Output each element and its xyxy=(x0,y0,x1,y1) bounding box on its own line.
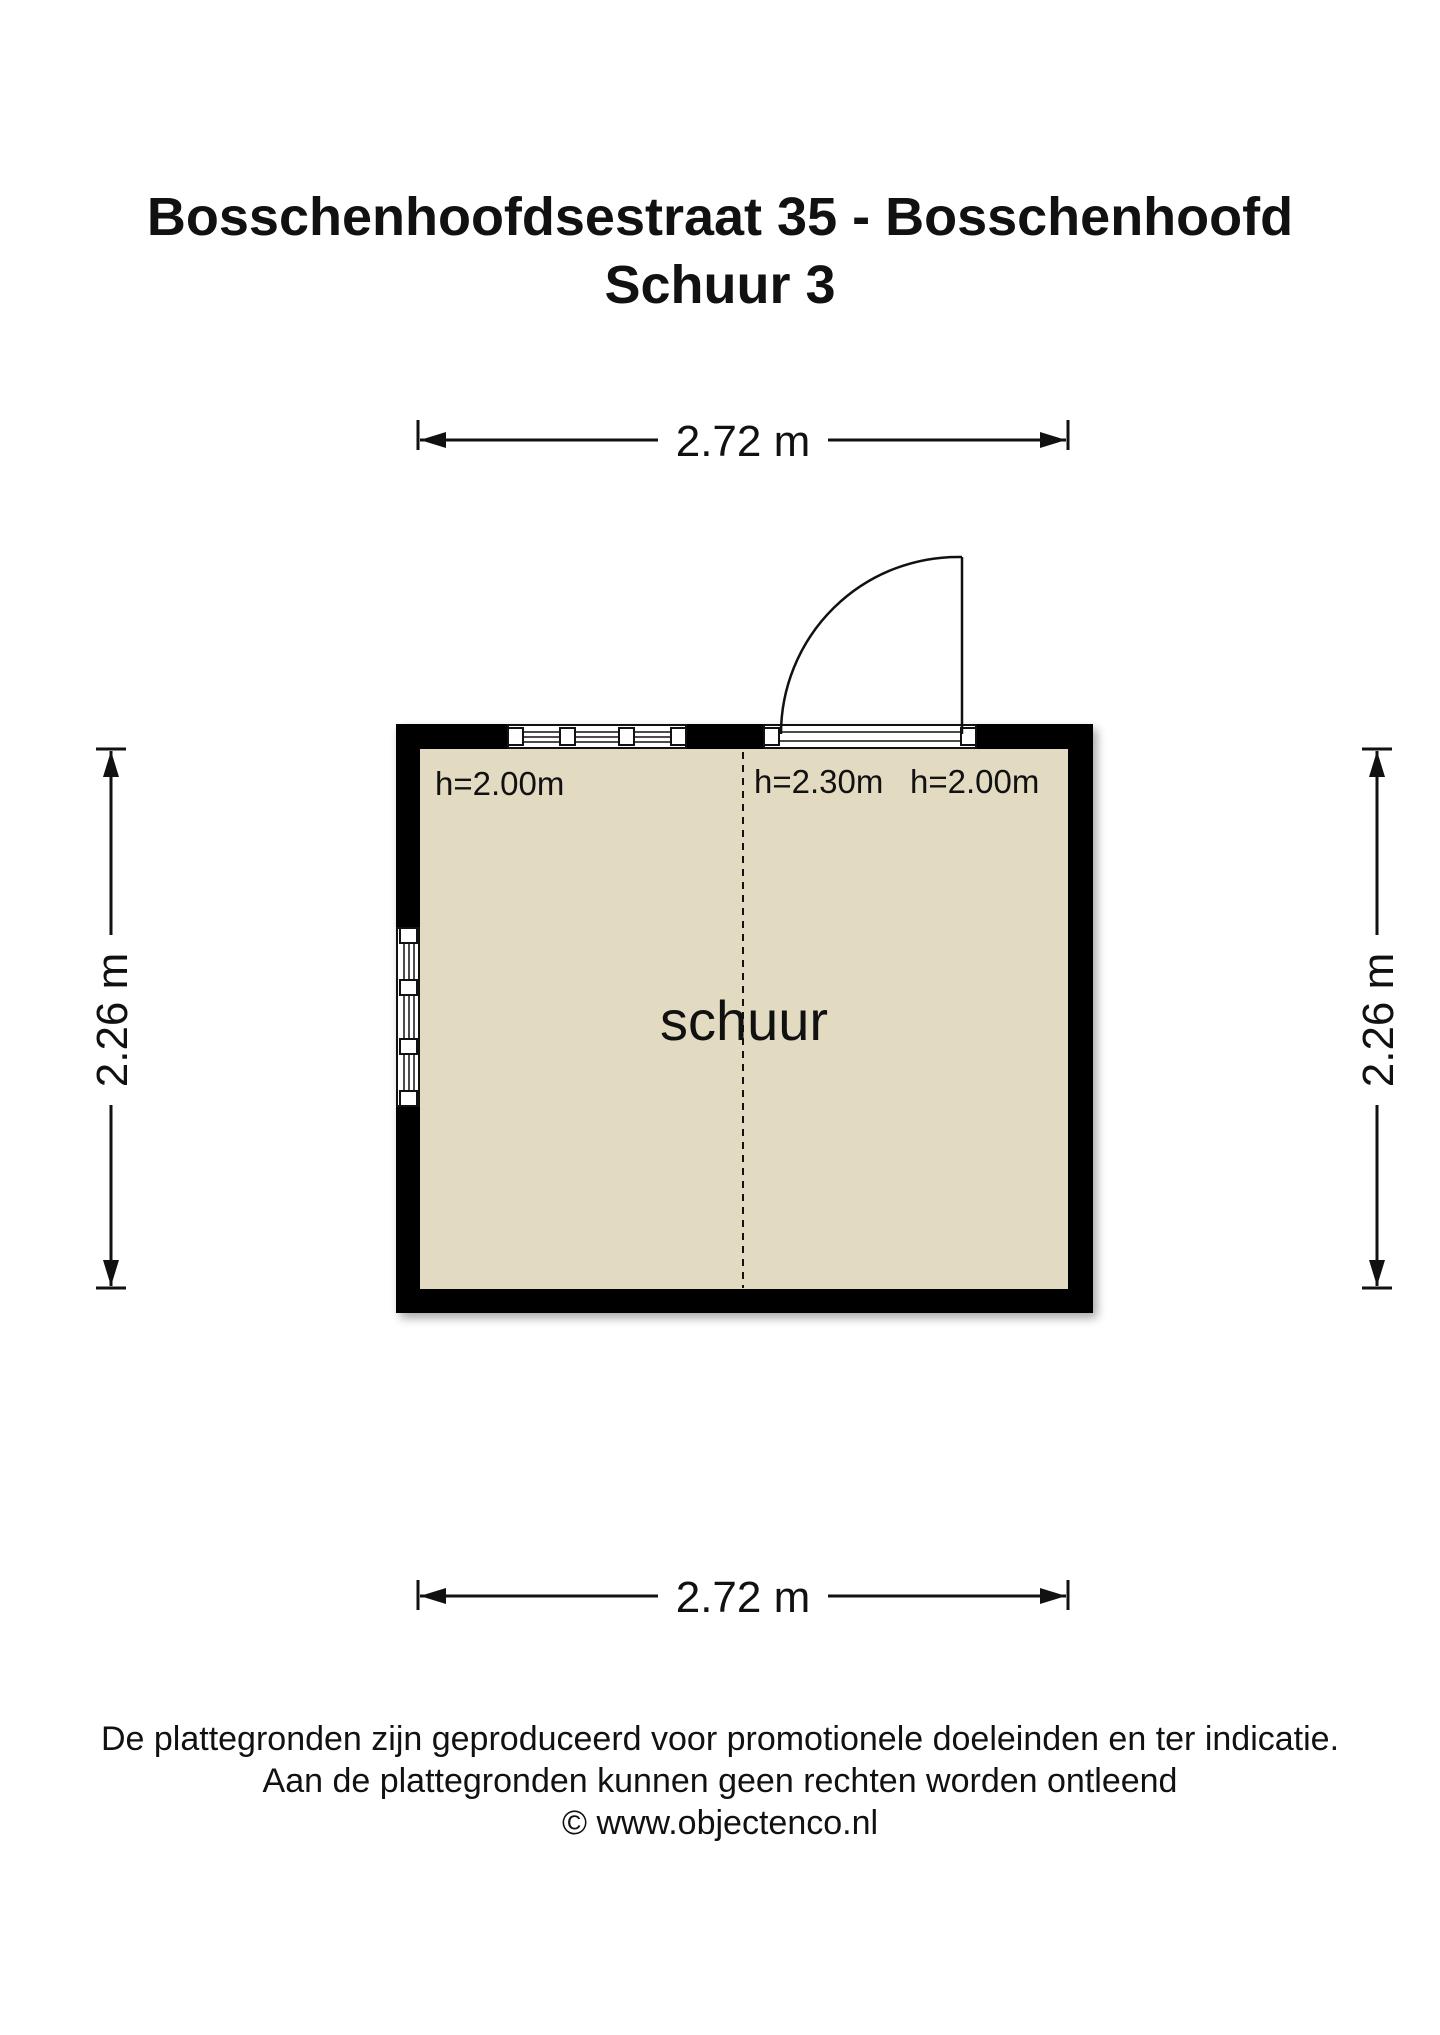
arrow-up-icon xyxy=(1369,751,1385,777)
plan-title: Bosschenhoofdsestraat 35 - Bosschenhoofd xyxy=(146,187,1294,247)
height-label-right: h=2.00m xyxy=(910,763,1040,800)
arrow-left-icon xyxy=(420,1588,446,1604)
top-width-label: 2.72 m xyxy=(675,417,811,466)
right-depth-label: 2.26 m xyxy=(1354,952,1403,1088)
height-label-middle: h=2.30m xyxy=(754,763,884,800)
disclaimer-line-1: De plattegronden zijn geproduceerd voor promotionele doeleinden en ter indicatie. xyxy=(100,1720,1340,1758)
left-dimension xyxy=(88,749,137,1288)
right-dimension xyxy=(1354,749,1403,1288)
arrow-right-icon xyxy=(1040,1588,1066,1604)
top-window xyxy=(508,725,686,748)
top-dimension xyxy=(418,417,1068,466)
arrow-down-icon xyxy=(103,1260,119,1286)
bottom-width-label: 2.72 m xyxy=(675,1573,811,1622)
copyright-line: © www.objectenco.nl xyxy=(561,1804,879,1842)
disclaimer-line-2: Aan de plattegronden kunnen geen rechten worden ontleend xyxy=(262,1762,1178,1800)
room-name-label: schuur xyxy=(659,989,829,1052)
arrow-right-icon xyxy=(1040,432,1066,448)
bottom-dimension xyxy=(418,1573,1068,1622)
height-label-left: h=2.00m xyxy=(435,765,565,802)
left-window xyxy=(397,928,419,1106)
arrow-up-icon xyxy=(103,751,119,777)
left-depth-label: 2.26 m xyxy=(88,952,137,1088)
arrow-left-icon xyxy=(420,432,446,448)
arrow-down-icon xyxy=(1369,1260,1385,1286)
door-swing-arc xyxy=(781,557,962,734)
door xyxy=(764,557,976,748)
plan-subtitle: Schuur 3 xyxy=(604,255,836,315)
